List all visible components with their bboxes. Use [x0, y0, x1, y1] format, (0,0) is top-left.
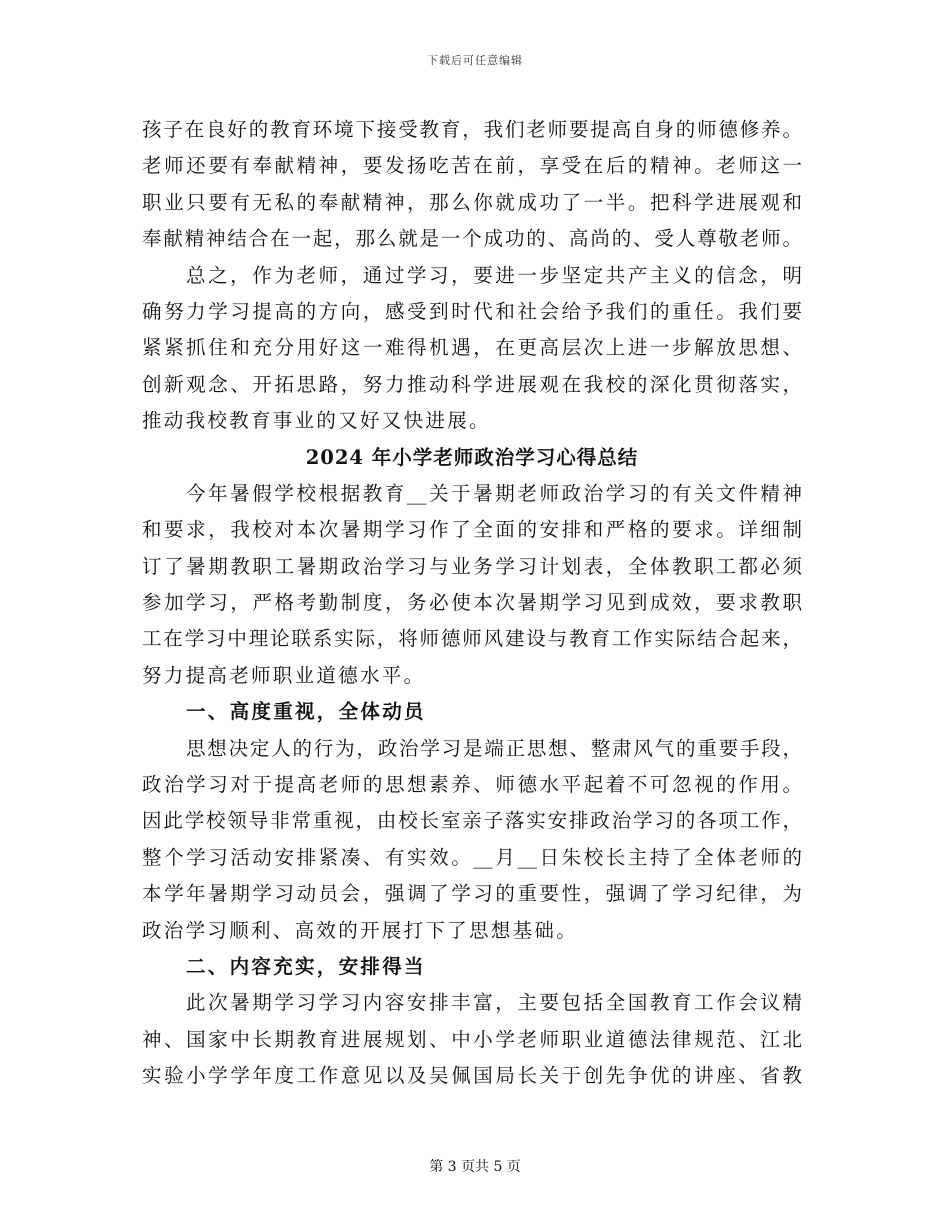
body-line: 订了暑期教职工暑期政治学习与业务学习计划表，全体教职工都必须	[142, 554, 802, 578]
paragraph-last-line: 政治学习顺利、高效的开展打下了思想基础。	[142, 918, 579, 942]
body-line: 创新观念、开拓思路，努力推动科学进展观在我校的深化贯彻落实，	[142, 372, 802, 396]
body-line: 和要求，我校对本次暑期学习作了全面的安排和严格的要求。详细制	[142, 518, 802, 542]
body-line: 政治学习对于提高老师的思想素养、师德水平起着不可忽视的作用。	[142, 773, 802, 797]
body-line: 老师还要有奉献精神，要发扬吃苦在前，享受在后的精神。老师这一	[142, 154, 802, 178]
paragraph-first-line: 思想决定人的行为，政治学习是端正思想、整肃风气的重要手段，	[186, 736, 802, 760]
paragraph-last-line: 推动我校教育事业的又好又快进展。	[142, 409, 491, 433]
body-line: 工在学习中理论联系实际，将师德师风建设与教育工作实际结合起来，	[142, 627, 802, 651]
paragraph-last-line: 努力提高老师职业道德水平。	[142, 663, 426, 687]
body-line: 实验小学学年度工作意见以及吴佩国局长关于创先争优的讲座、省教	[142, 1064, 802, 1088]
body-line: 神、国家中长期教育进展规划、中小学老师职业道德法律规范、江北	[142, 1027, 802, 1051]
paragraph-first-line: 总之，作为老师，通过学习，要进一步坚定共产主义的信念，明	[186, 263, 802, 287]
page-header: 下载后可任意编辑	[427, 54, 523, 67]
body-line: 整个学习活动安排紧凑、有实效。__月__日朱校长主持了全体老师的	[142, 845, 802, 869]
section-title: 2024 年小学老师政治学习心得总结	[305, 445, 639, 469]
body-line: 参加学习，严格考勤制度，务必使本次暑期学习见到成效，要求教职	[142, 591, 802, 615]
subheading-2: 二、内容充实，安排得当	[186, 954, 426, 978]
document-body	[142, 112, 802, 1095]
page-number: 第 3 页共 5 页	[429, 1159, 521, 1175]
subheading-1: 一、高度重视，全体动员	[186, 700, 426, 724]
body-line: 奉献精神结合在一起，那么就是一个成功的、高尚的、受人尊敬老师。	[142, 227, 802, 251]
body-line: 孩子在良好的教育环境下接受教育，我们老师要提高自身的师德修养。	[142, 118, 802, 141]
paragraph-first-line: 此次暑期学习学习内容安排丰富，主要包括全国教育工作会议精	[186, 991, 802, 1015]
body-line: 本学年暑期学习动员会，强调了学习的重要性，强调了学习纪律，为	[142, 882, 802, 906]
body-line: 紧紧抓住和充分用好这一难得机遇，在更高层次上进一步解放思想、	[142, 336, 802, 360]
body-line: 职业只要有无私的奉献精神，那么你就成功了一半。把科学进展观和	[142, 190, 802, 214]
body-line: 确努力学习提高的方向，感受到时代和社会给予我们的重任。我们要	[142, 299, 802, 323]
body-line: 因此学校领导非常重视，由校长室亲子落实安排政治学习的各项工作，	[142, 809, 802, 833]
paragraph-first-line: 今年暑假学校根据教育__关于暑期老师政治学习的有关文件精神	[186, 481, 802, 505]
